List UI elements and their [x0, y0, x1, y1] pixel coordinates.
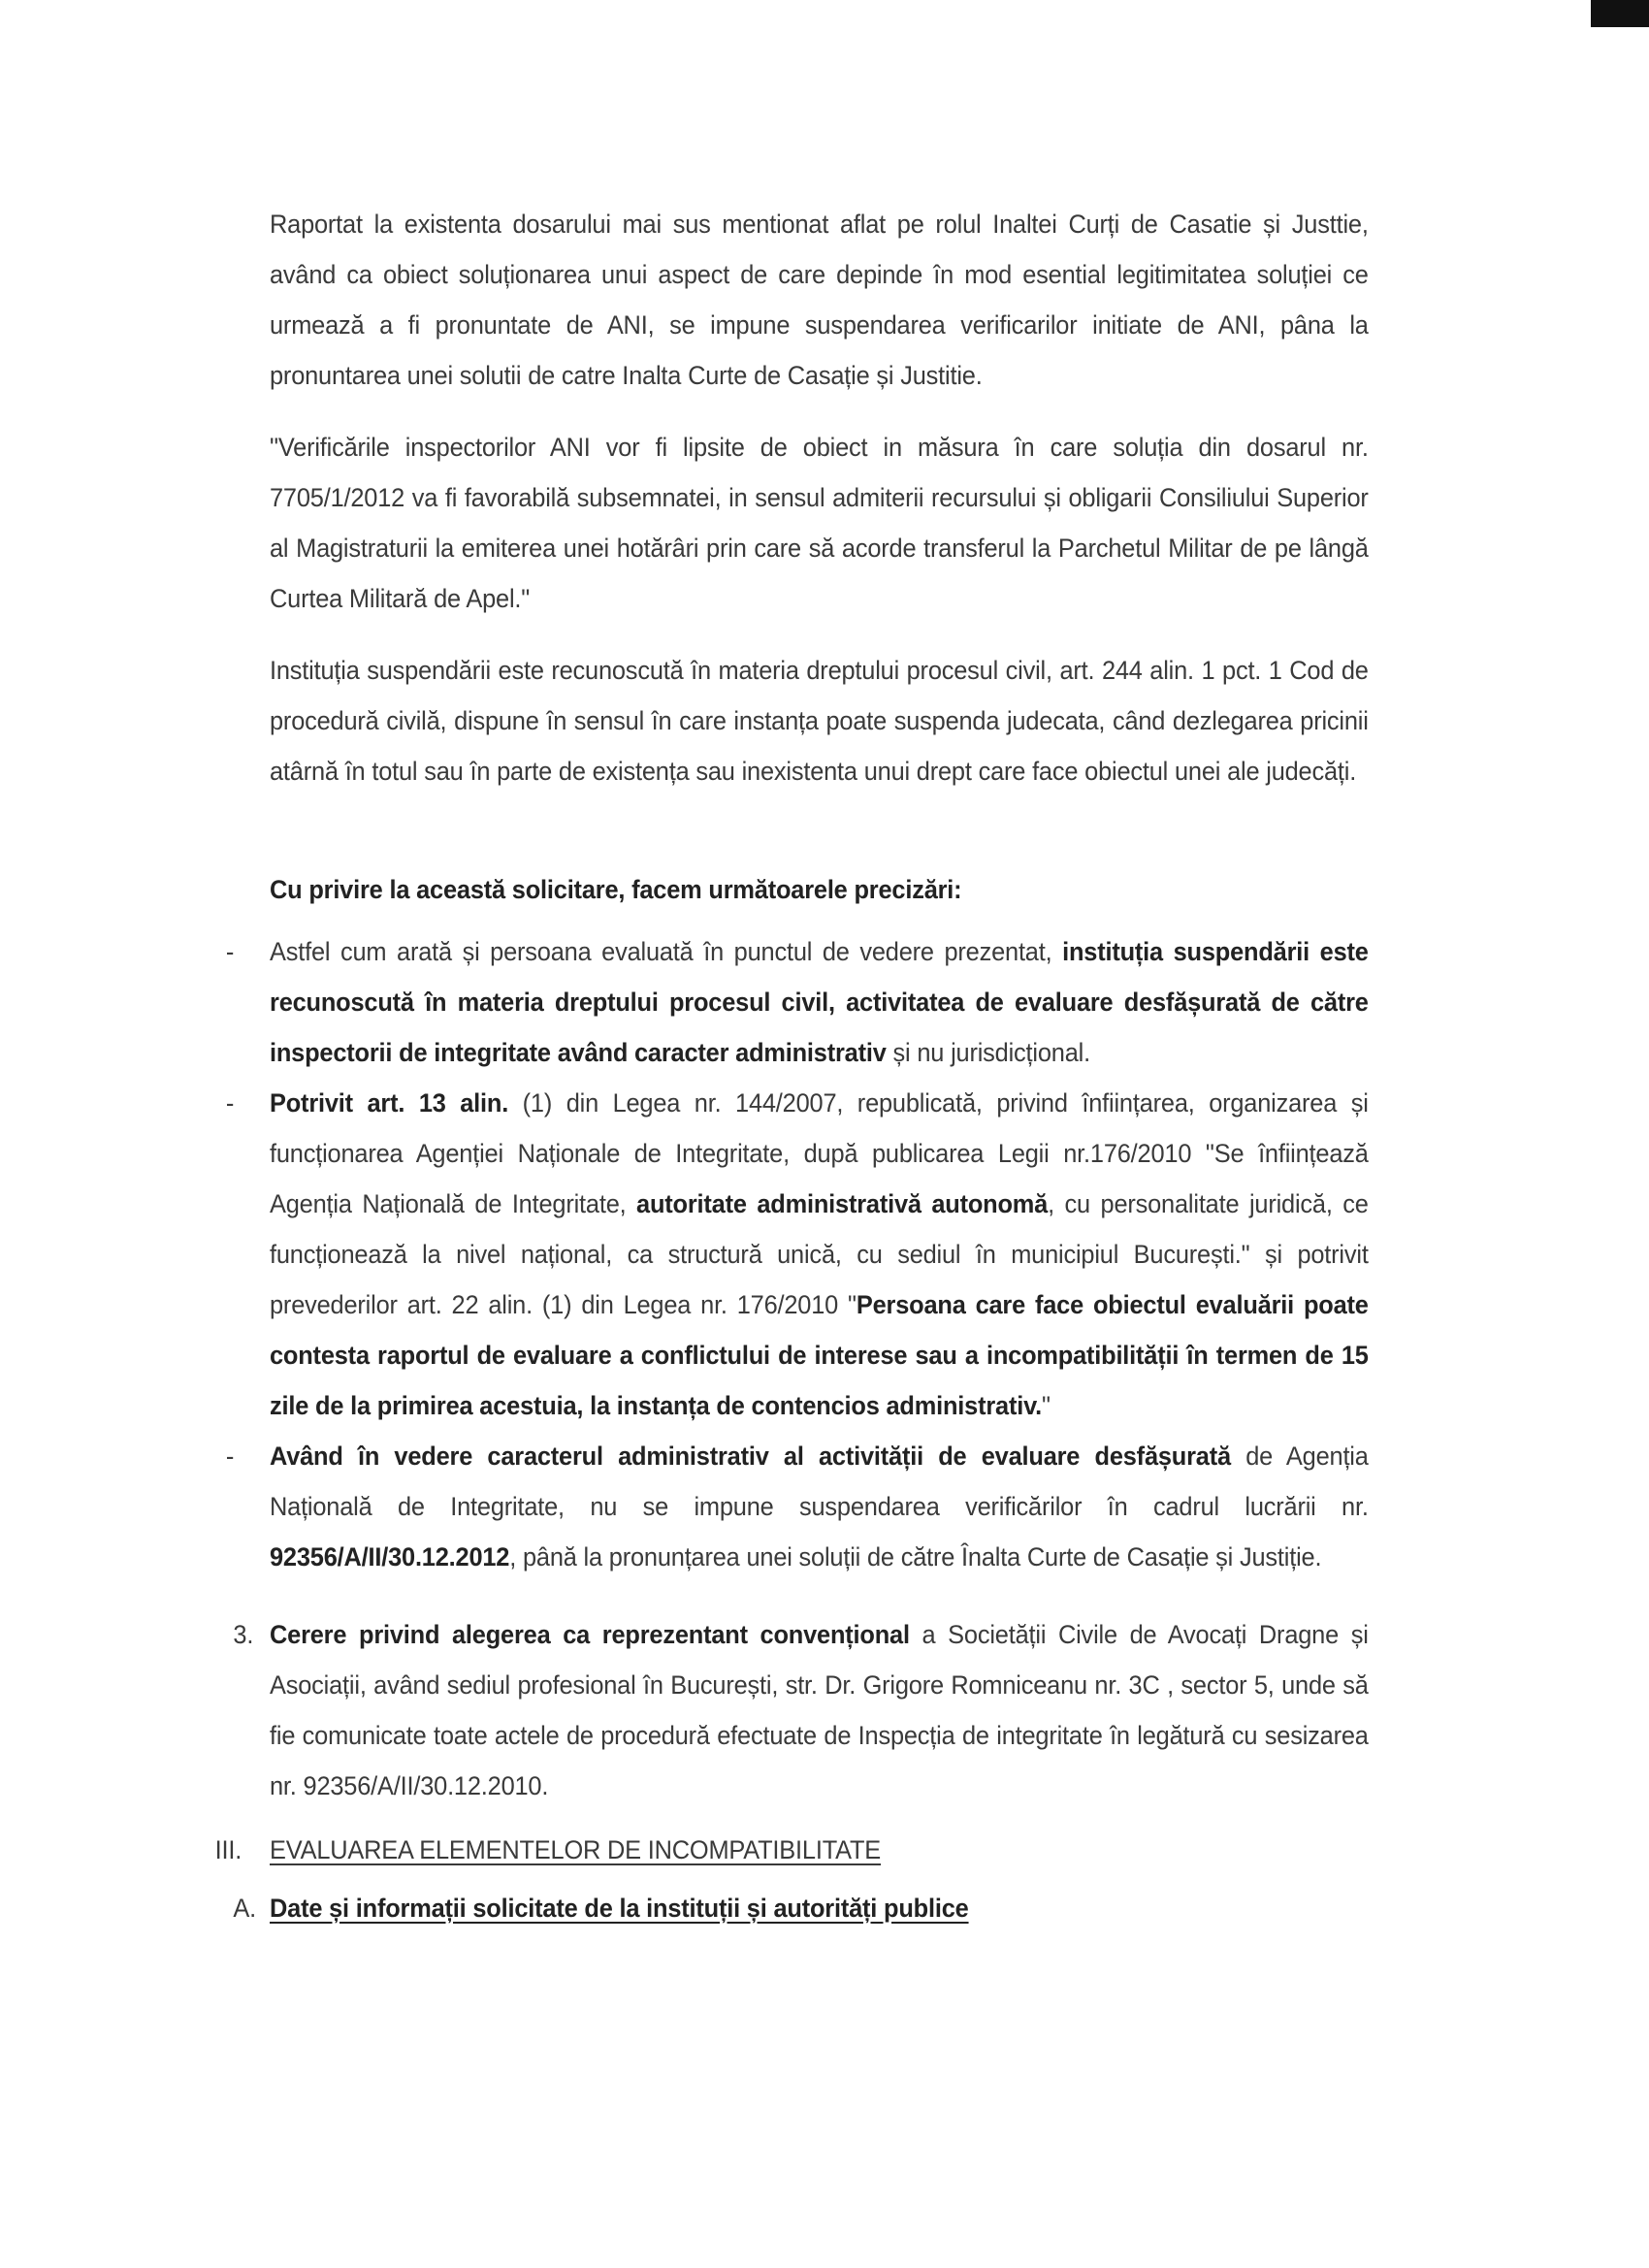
section-title: EVALUAREA ELEMENTELOR DE INCOMPATIBILITATE	[270, 1835, 882, 1864]
bullet-2-text-1: (1) din Legea nr. 144/2007, republicată, privind înființarea, organizarea și funcționarea Agenției Naționale de Integritate, după publicarea Legii nr.176/2010 "Se înființează Agenția Națională de Integritate,	[270, 1088, 1369, 1218]
bullet-1-text-2: și nu jurisdicțional.	[886, 1038, 1090, 1067]
item-number: 3.	[233, 1620, 254, 1649]
subsection-letter: A.	[233, 1894, 257, 1923]
bullet-3-text-1: de Agenția Națională de Integritate, nu se impune suspendarea verificărilor în cadrul lucrării nr.	[270, 1442, 1369, 1521]
bullet-1-bold-1: instituția suspendării este recunoscută în materia dreptului procesul civil, activitatea de evaluare desfășurată de către inspectorii de integritate având caracter administrativ	[270, 937, 1369, 1067]
paragraph-suspension-request: Raportat la existenta dosarului mai sus mentionat aflat pe rolul Inaltei Curți de Casatie și Justtie, având ca obiect soluționarea unui aspect de care depinde în mod esential legitimitatea soluției ce urmează a fi pronuntate de ANI, se impune suspendarea verificarilor initiate de ANI, pâna la pronuntarea unei solutii de catre Inalta Curte de Casație și Justitie.	[270, 210, 1369, 390]
bullet-3-bold-1: Având în vedere caracterul administrativ al activității de evaluare desfășurată	[270, 1442, 1231, 1471]
bullet-mark: -	[225, 937, 235, 966]
scan-edge-mark	[1591, 0, 1649, 27]
paragraph-quote: "Verificările inspectorilor ANI vor fi lipsite de obiect in măsura în care soluția din dosarul nr. 7705/1/2012 va fi favorabilă subsemnatei, in sensul admiterii recursului și obligarii Consiliului Superior al Magistraturii la emiterea unei hotărâri prin care să acorde transferul la Parchetul Militar de pe lângă Curtea Militară de Apel."	[270, 433, 1369, 613]
bullet-2-bold-1: Potrivit art. 13 alin.	[270, 1088, 509, 1118]
bullet-item-3	[225, 1431, 1369, 1582]
item-3-bold: Cerere privind alegerea ca reprezentant convențional	[270, 1620, 910, 1649]
bullet-item-2	[225, 1078, 1369, 1431]
lead-statement: Cu privire la această solicitare, facem următoarele precizări:	[270, 875, 962, 904]
subsection-title: Date și informații solicitate de la instituții și autorități publice	[270, 1894, 969, 1923]
bullet-2-text-2: , cu personalitate juridică, ce funcționează la nivel național, ca structură unică, cu sediul în municipiul București." și potrivit prevederilor art. 22 alin. (1) din Legea nr. 176/2010 "	[270, 1189, 1369, 1319]
bullet-1-text-1: Astfel cum arată și persoana evaluată în punctul de vedere prezentat,	[270, 937, 1063, 966]
document-body	[214, 199, 1369, 1933]
item-3-text: a Societății Civile de Avocați Dragne și Asociații, având sediul profesional în București, str. Dr. Grigore Romniceanu nr. 3C , sector 5, unde să fie comunicate toate actele de procedură efectuate de Inspecția de integritate în legătură cu sesizarea nr. 92356/A/II/30.12.2010.	[270, 1620, 1369, 1800]
bullet-item-1	[225, 926, 1369, 1078]
bullet-2-bold-3: Persoana care face obiectul evaluării poate contesta raportul de evaluare a conflictului de interese sau a incompatibilității în termen de 15 zile de la primirea acestuia, la instanța de contencios administrativ.	[270, 1290, 1369, 1420]
numbered-item-3	[233, 1609, 1369, 1811]
bullet-3-text-2: , până la pronunțarea unei soluții de către Înalta Curte de Casație și Justiție.	[509, 1542, 1322, 1571]
bullet-mark: -	[225, 1442, 235, 1471]
section-heading	[214, 1825, 1369, 1875]
bullet-2-bold-2: autoritate administrativă autonomă	[636, 1189, 1049, 1218]
bullet-mark: -	[225, 1088, 235, 1118]
subsection-heading	[233, 1883, 1369, 1933]
bullet-3-bold-2: 92356/A/II/30.12.2012	[270, 1542, 510, 1571]
bullet-2-text-3: "	[1041, 1391, 1051, 1420]
paragraph-civil-procedure: Instituția suspendării este recunoscută în materia dreptului procesul civil, art. 244 alin. 1 pct. 1 Cod de procedură civilă, dispune în sensul în care instanța poate suspenda judecata, când dezlegarea pricinii atârnă în totul sau în parte de existența sau inexistenta unui drept care face obiectul unei ale judecăți.	[270, 656, 1369, 786]
section-number: III.	[214, 1835, 242, 1864]
